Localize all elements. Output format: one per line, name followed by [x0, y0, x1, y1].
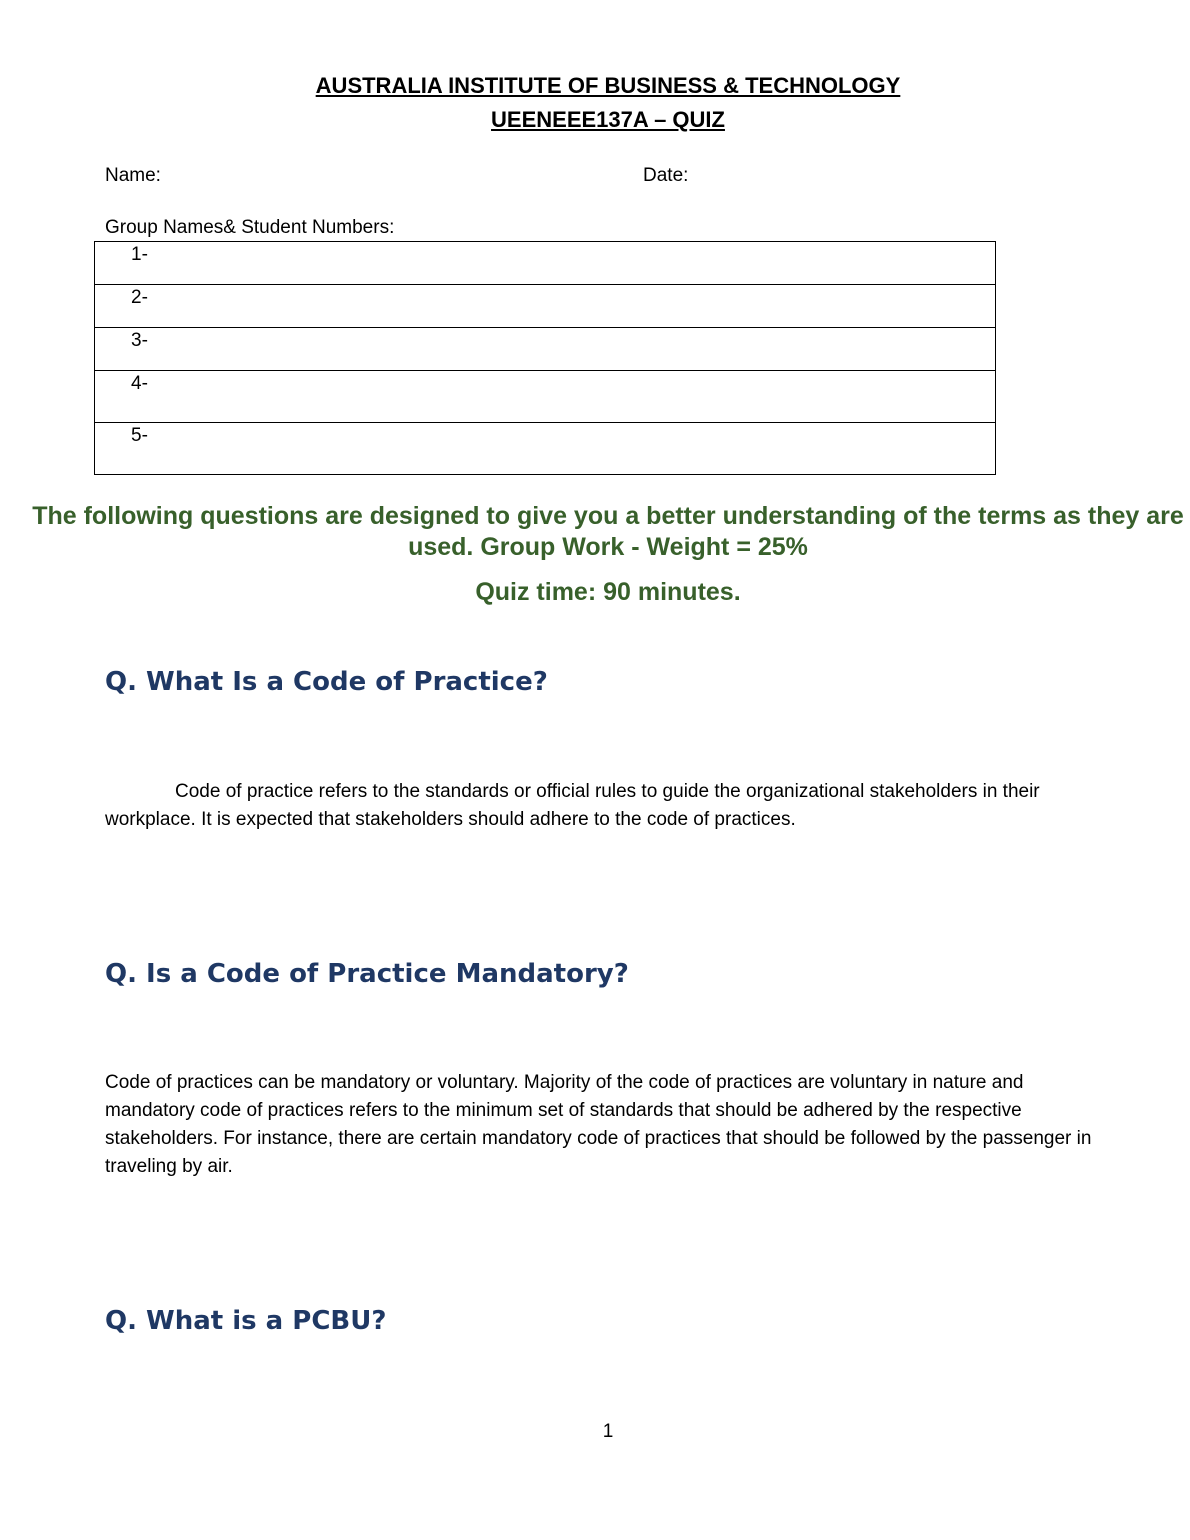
table-row [95, 285, 996, 328]
group-member-cell-2[interactable]: 2- [95, 285, 996, 328]
table-row [95, 423, 996, 475]
institute-title: AUSTRALIA INSTITUTE OF BUSINESS & TECHNOLOGY [315, 73, 901, 98]
date-label: Date: [643, 165, 689, 186]
table-row [95, 242, 996, 285]
table-row [95, 371, 996, 423]
page-number: 1 [602, 1421, 614, 1442]
question-heading-1: Q. What Is a Code of Practice? [105, 667, 548, 697]
answer-paragraph-1: Code of practice refers to the standards or official rules to guide the organizational stakeholders in their workplace. It is expected that stakeholders should adhere to the code of practices. [105, 781, 1040, 830]
answer-paragraph-2: Code of practices can be mandatory or voluntary. Majority of the code of practices are voluntary in nature and mandatory code of practices refers to the minimum set of standards that should be adhered by the respective stakeholders. For instance, there are certain mandatory code of practices that should be followed by the passenger in traveling by air. [105, 1072, 1092, 1177]
group-member-cell-1[interactable]: 1- [95, 242, 996, 285]
name-label: Name: [105, 165, 161, 186]
table-row [95, 328, 996, 371]
group-members-table [94, 241, 996, 475]
group-member-cell-3[interactable]: 3- [95, 328, 996, 371]
group-names-label: Group Names& Student Numbers: [105, 217, 395, 238]
question-heading-2: Q. Is a Code of Practice Mandatory? [105, 959, 629, 989]
course-title: UEENEEE137A – QUIZ [491, 107, 725, 132]
group-member-cell-5[interactable]: 5- [95, 423, 996, 475]
group-member-cell-4[interactable]: 4- [95, 371, 996, 423]
quiz-time: Quiz time: 90 minutes. [475, 578, 741, 606]
question-heading-3: Q. What is a PCBU? [105, 1306, 387, 1336]
quiz-instructions: The following questions are designed to give you a better understanding of the terms as they are used. Group Work - Weight = 25% [32, 502, 1184, 561]
